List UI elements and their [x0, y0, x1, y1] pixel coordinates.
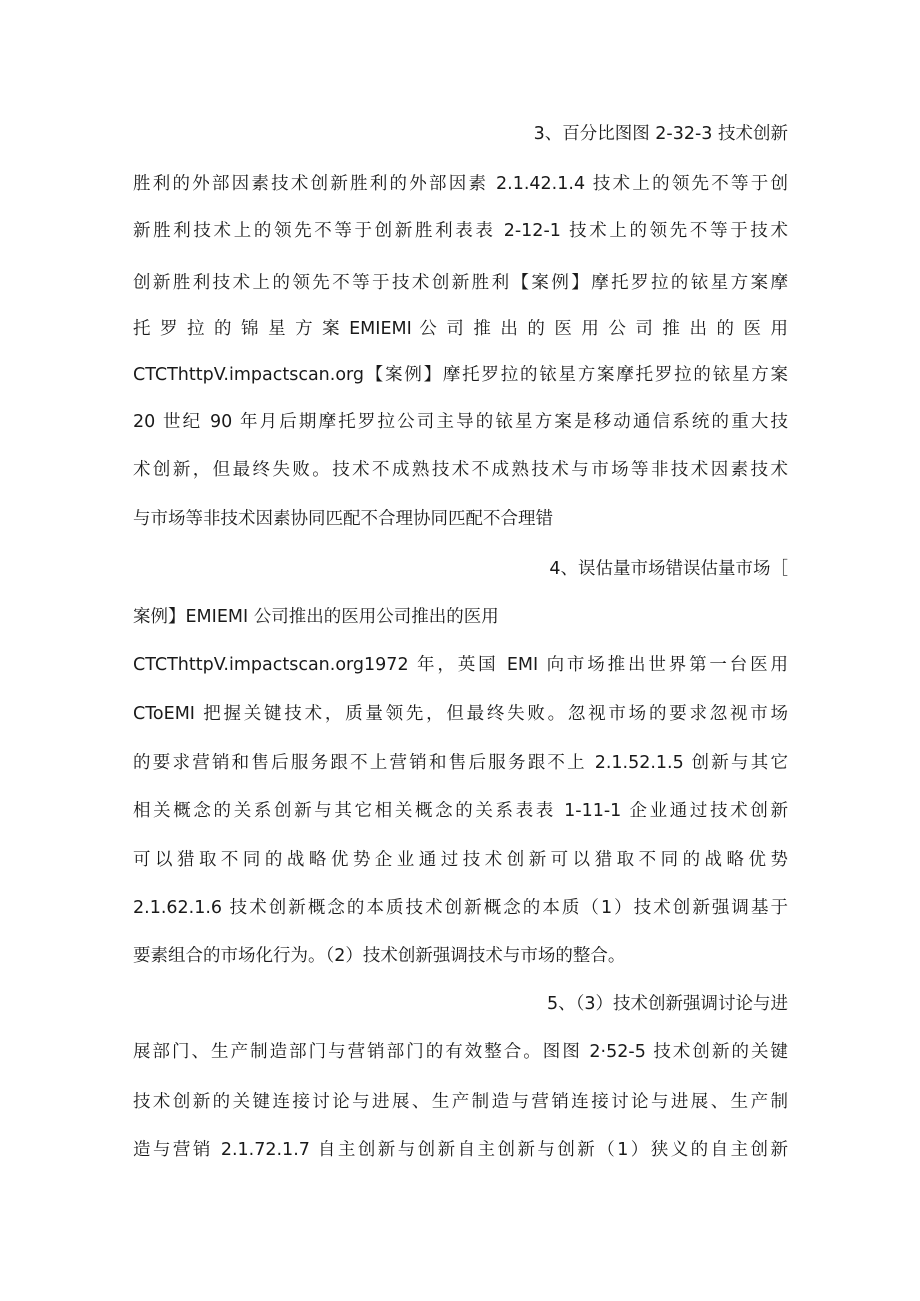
text-line: 创新胜利技术上的领先不等于技术创新胜利【案例】摩托罗拉的铱星方案摩	[133, 273, 788, 293]
text-line: 相关概念的关系创新与其它相关概念的关系表表 1-11-1 企业通过技术创新	[133, 801, 788, 821]
text-line: 与市场等非技术因素协同匹配不合理协同匹配不合理错	[133, 509, 553, 529]
text-line: 要素组合的市场化行为。（2）技术创新强调技术与市场的整合。	[133, 946, 626, 966]
text-line: 新胜利技术上的领先不等于创新胜利表表 2-12-1 技术上的领先不等于技术	[133, 221, 788, 241]
text-line: 技术创新的关键连接讨论与进展、生产制造与营销连接讨论与进展、生产制	[133, 1092, 788, 1112]
text-line: 的要求营销和售后服务跟不上营销和售后服务跟不上 2.1.52.1.5 创新与其它	[133, 753, 788, 773]
text-line: CToEMI 把握关键技术，质量领先，但最终失败。忽视市场的要求忽视市场	[133, 704, 788, 724]
text-line: CTCThttpV.impactscan.org1972 年，英国 EMI 向市场推出世界第一台医用	[133, 655, 788, 675]
text-line: 2.1.62.1.6 技术创新概念的本质技术创新概念的本质（1）技术创新强调基于	[133, 898, 788, 918]
text-line: 案例】EMIEMI 公司推出的医用公司推出的医用	[133, 607, 499, 627]
paragraph-heading-4: 4、误估量市场错误估量市场［	[549, 559, 788, 579]
text-line: 术创新，但最终失败。技术不成熟技术不成熟技术与市场等非技术因素技术	[133, 460, 788, 480]
text-line: 造与营销 2.1.72.1.7 自主创新与创新自主创新与创新（1）狭义的自主创新	[133, 1140, 788, 1160]
text-line: 展部门、生产制造部门与营销部门的有效整合。图图 2·52-5 技术创新的关键	[133, 1042, 788, 1062]
paragraph-heading-5: 5、（3）技术创新强调讨论与进	[546, 994, 788, 1014]
paragraph-heading-3: 3、百分比图图 2-32-3 技术创新	[533, 124, 788, 144]
text-line: 胜利的外部因素技术创新胜利的外部因素 2.1.42.1.4 技术上的领先不等于创	[133, 174, 788, 194]
text-line: 可以猎取不同的战略优势企业通过技术创新可以猎取不同的战略优势	[133, 850, 788, 870]
text-line: CTCThttpV.impactscan.org【案例】摩托罗拉的铱星方案摩托罗拉的铱星方案	[133, 365, 788, 385]
text-line: 托 罗 拉 的 锦 星 方 案 EMIEMI 公 司 推 出 的 医 用 公 司 推 出 的 医 用	[133, 319, 788, 339]
text-line: 20 世纪 90 年月后期摩托罗拉公司主导的铱星方案是移动通信系统的重大技	[133, 412, 788, 432]
